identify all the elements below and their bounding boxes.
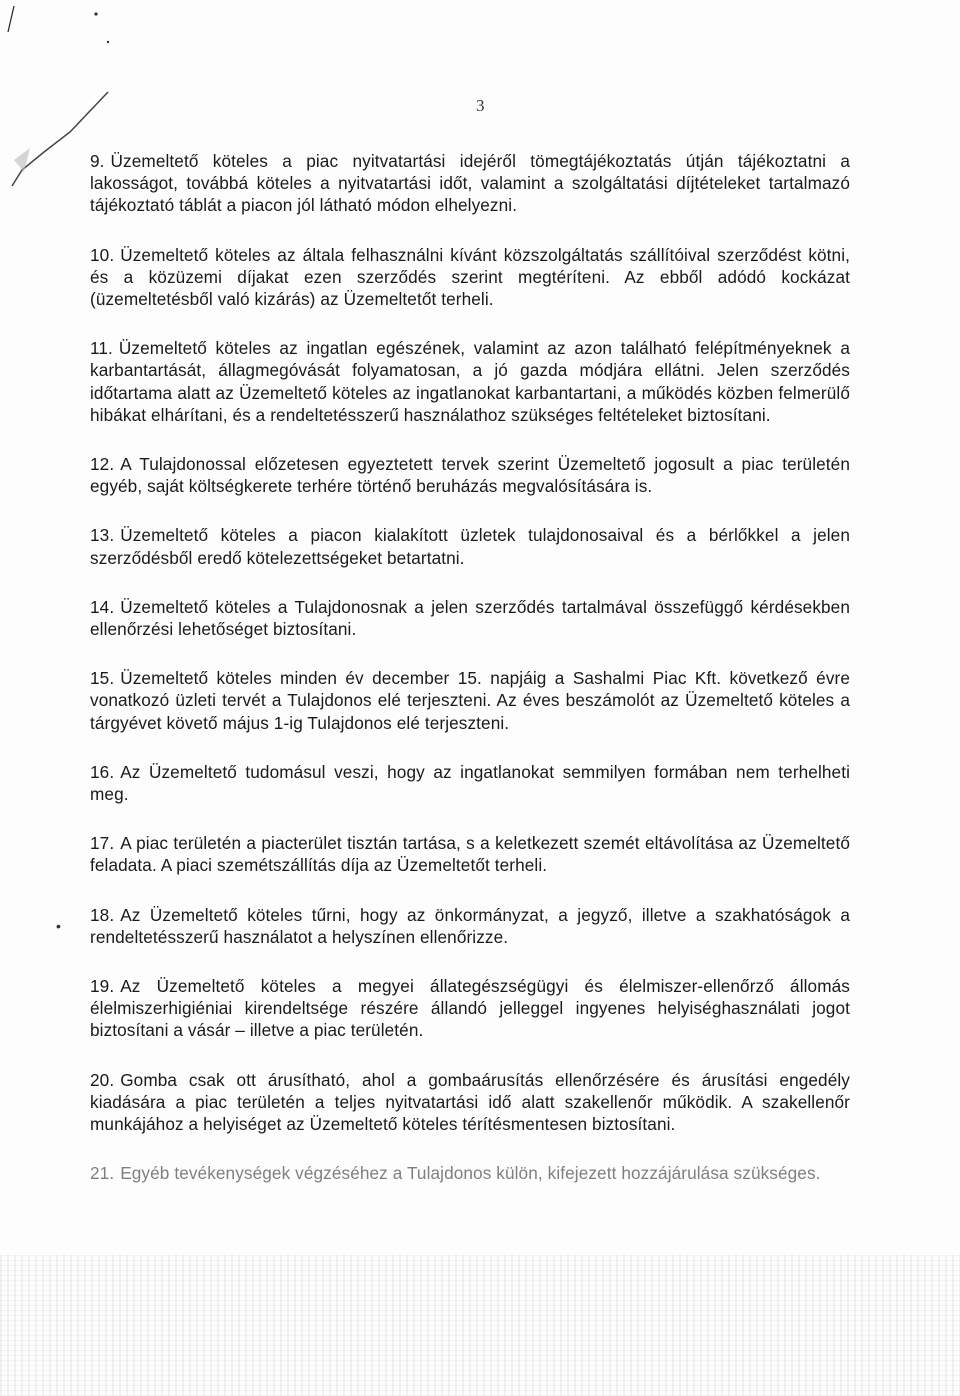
paragraph-text: Üzemeltető köteles a piac nyitvatartási idejéről tömegtájékoztatás útján tájékoztatni a lakosságot, továbbá köteles a nyitvatartási időt, valamint a szolgáltatási díjtételeket tartalmazó tájékoztató táblát a piacon jól látható módon elhelyezni. bbox=[90, 151, 850, 216]
paragraph-text: Gomba csak ott árusítható, ahol a gombaárusítás ellenőrzésére és árusítási engedély kiadására a piac területén a teljes nyitvatartási idő alatt szakellenőr működik. A szakellenőr munkájához a helyiséget az Üzemeltető köteles térítésmentesen biztosítani. bbox=[90, 1069, 850, 1135]
paragraph-number: 9. bbox=[90, 151, 105, 171]
paragraph-11 bbox=[90, 337, 850, 426]
paragraph-number: 21. bbox=[90, 1163, 115, 1184]
paragraph-12 bbox=[90, 453, 850, 497]
margin-mark: • bbox=[56, 918, 61, 934]
paragraph-text: A Tulajdonossal előzetesen egyeztetett tervek szerint Üzemeltető jogosult a piac területén egyéb, saját költségkerete terhére történő beruházás megvalósítására is. bbox=[90, 454, 850, 497]
paragraph-number: 19. bbox=[90, 976, 115, 997]
paragraph-20 bbox=[90, 1069, 850, 1136]
page-number: 3 bbox=[476, 96, 485, 115]
paragraph-19 bbox=[90, 975, 850, 1042]
paragraph-text: Üzemeltető köteles az általa felhasználni kívánt közszolgáltatás szállítóival szerződést kötni, és a közüzemi díjakat ezen szerződés szerint megtéríteni. Az ebből adódó kockázat (üzemeltetésből való kizárás) az Üzemeltetőt terheli. bbox=[90, 244, 850, 310]
paragraph-number: 18. bbox=[90, 904, 115, 925]
paragraph-text: Üzemeltető köteles minden év december 15. napjáig a Sashalmi Piac Kft. következő évre vonatkozó üzleti tervét a Tulajdonos elé terjeszteni. Az éves beszámolót az Üzemeltető köteles a tárgyévet követő május 1-ig Tulajdonos elé terjeszteni. bbox=[90, 668, 850, 733]
paragraph-number: 13. bbox=[90, 525, 115, 546]
paragraph-15 bbox=[90, 667, 850, 734]
paragraph-number: 11. bbox=[90, 338, 113, 359]
paragraph-18 bbox=[90, 904, 850, 948]
paragraph-14 bbox=[90, 596, 850, 640]
paragraph-number: 14. bbox=[90, 596, 115, 617]
document-body bbox=[90, 150, 850, 1212]
paragraph-13 bbox=[90, 524, 850, 568]
scan-noise-area bbox=[0, 1255, 960, 1396]
paragraph-text: Egyéb tevékenységek végzéséhez a Tulajdonos külön, kifejezett hozzájárulása szükséges. bbox=[120, 1163, 821, 1184]
paragraph-text: Üzemeltető köteles a piacon kialakított üzletek tulajdonosaival és a bérlőkkel a jelen szerződésből eredő kötelezettségeket betartatni. bbox=[90, 525, 850, 568]
paragraph-text: Az Üzemeltető tudomásul veszi, hogy az ingatlanokat semmilyen formában nem terhelheti meg. bbox=[90, 761, 850, 805]
paragraph-number: 20. bbox=[90, 1069, 115, 1090]
paragraph-number: 17. bbox=[90, 833, 115, 854]
paragraph-text: Az Üzemeltető köteles a megyei állategészségügyi és élelmiszer-ellenőrző állomás élelmiszerhigiéniai kirendeltsége részére állandó jelleggel ingyenes helyiséghasználati jogot biztosítani a vásár – illetve a piac területén. bbox=[90, 976, 850, 1041]
paragraph-21 bbox=[90, 1162, 850, 1184]
paragraph-17 bbox=[90, 832, 850, 876]
paragraph-10 bbox=[90, 244, 850, 311]
paragraph-number: 15. bbox=[90, 668, 115, 689]
paragraph-number: 16. bbox=[90, 761, 115, 782]
paragraph-number: 10. bbox=[90, 244, 115, 265]
paragraph-text: A piac területén a piacterület tisztán tartása, s a keletkezett szemét eltávolítása az Üzemeltető feladata. A piaci szemétszállítás díja az Üzemeltetőt terheli. bbox=[90, 833, 850, 876]
paragraph-text: Üzemeltető köteles az ingatlan egészének, valamint az azon található felépítményeknek a karbantartását, állagmegóvását folyamatosan, a jó gazda módjára ellátni. Jelen szerződés időtartama alatt az Üzemeltető köteles az ingatlanokat karbantartani, a működés közben felmerülő hibákat elhárítani, és a rendeltetésszerű használathoz szükséges feltételeket biztosítani. bbox=[90, 338, 850, 425]
paragraph-text: Az Üzemeltető köteles tűrni, hogy az önkormányzat, a jegyző, illetve a szakhatóságok a rendeltetésszerű használatot a helyszínen ellenőrizze. bbox=[90, 904, 850, 947]
paragraph-9 bbox=[90, 150, 850, 217]
paragraph-16 bbox=[90, 761, 850, 805]
paragraph-number: 12. bbox=[90, 454, 115, 475]
paragraph-text: Üzemeltető köteles a Tulajdonosnak a jelen szerződés tartalmával összefüggő kérdésekben ellenőrzési lehetőséget biztosítani. bbox=[90, 596, 850, 640]
